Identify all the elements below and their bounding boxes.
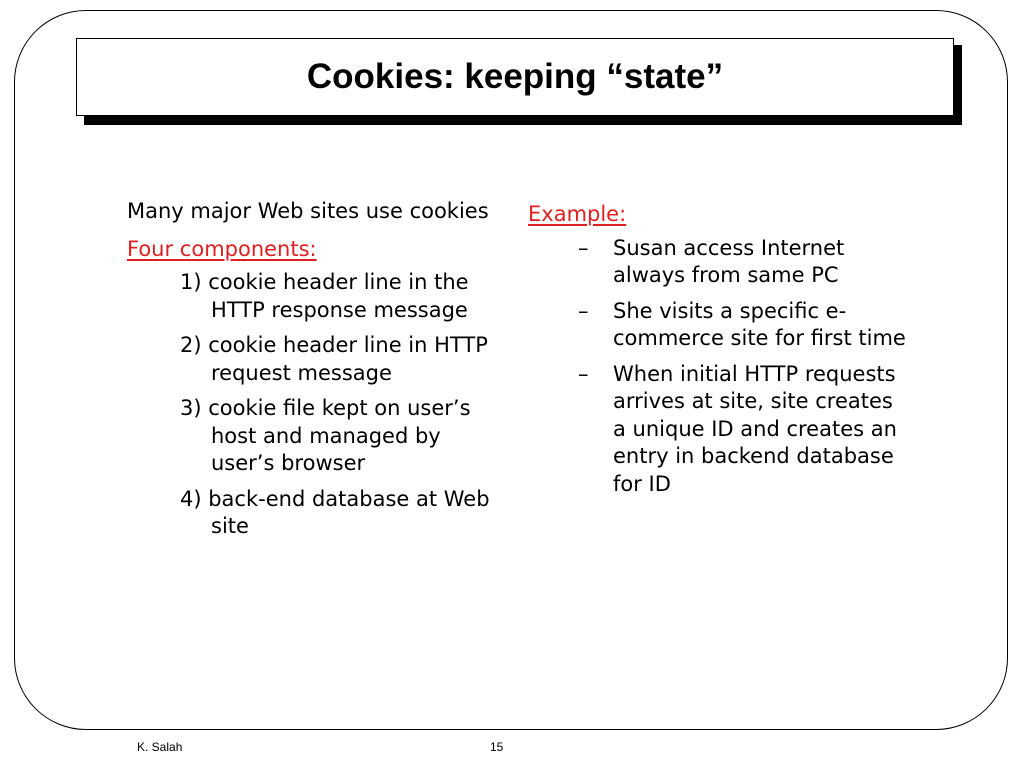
example-bullet-text: When initial HTTP requests arrives at site, site creates a unique ID and creates an entry in backend database for ID [613,361,897,496]
example-bullet [528,298,908,353]
example-bullet [528,235,908,290]
example-heading: Example: [528,202,627,226]
component-item: 3) cookie file kept on user’s host and managed by user’s browser [180,396,471,475]
components-heading: Four components: [127,236,317,261]
footer-author: K. Salah [137,740,183,754]
component-item: 2) cookie header line in HTTP request message [180,333,488,385]
left-column [127,198,497,549]
component-item: 4) back-end database at Web site [180,486,490,538]
dash-bullet-icon: – [578,361,589,386]
page-number: 15 [490,740,504,754]
component-item: 1) cookie header line in the HTTP response message [180,270,469,322]
intro-text: Many major Web sites use cookies [127,199,489,223]
title-box [76,38,954,116]
example-bullet-text: She visits a specific e-commerce site for first time [613,298,906,350]
example-bullet-text: Susan access Internet always from same PC [613,235,845,287]
example-bullet [528,361,908,499]
dash-bullet-icon: – [578,235,589,260]
slide-title: Cookies: keeping “state” [306,57,724,96]
dash-bullet-icon: – [578,298,589,323]
right-column [528,201,908,506]
